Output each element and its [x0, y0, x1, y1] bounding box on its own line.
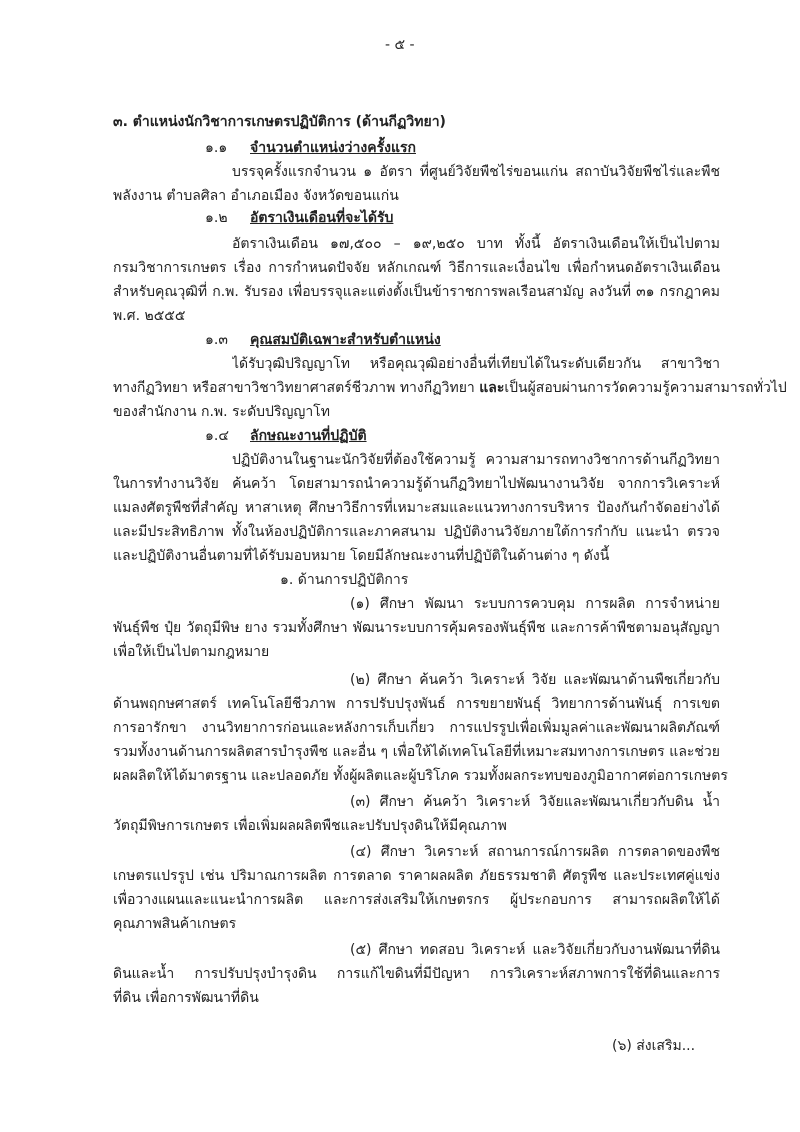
item-1-line: (๑) ศึกษา พัฒนา ระบบการควบคุม การผลิต การจำหน่าย: [350, 596, 720, 612]
item-5-line: ดินและน้ำ การปรับปรุงบำรุงดิน การแก้ไขดินที่มีปัญหา การวิเคราะห์สภาพการใช้ที่ดินและการ: [113, 966, 720, 982]
s13-number: ๑.๓: [205, 332, 228, 348]
item-4-line: เกษตรแปรรูป เช่น ปริมาณการผลิต การตลาด ราคาผลผลิต ภัยธรรมชาติ ศัตรูพืช และประเทศคู่แข่ง: [113, 868, 720, 884]
s11-line: พลังงาน ตำบลศิลา อำเภอเมือง จังหวัดขอนแก่น: [113, 188, 399, 204]
s13-text: เป็นผู้สอบผ่านการวัดความรู้ความสามารถทั่วไป: [504, 380, 787, 396]
section-title: ๓. ตำแหน่งนักวิชาการเกษตรปฏิบัติการ (ด้านกีฏวิทยา): [113, 114, 446, 130]
s13-title: คุณสมบัติเฉพาะสำหรับตำแหน่ง: [250, 332, 441, 348]
s11-title: จำนวนตำแหน่งว่างครั้งแรก: [250, 140, 416, 156]
s14-line: ปฏิบัติงานในฐานะนักวิจัยที่ต้องใช้ความรู้ ความสามารถทางวิชาการด้านกีฏวิทยา: [232, 452, 720, 468]
s14-line: และปฏิบัติงานอื่นตามที่ได้รับมอบหมาย โดยมีลักษณะงานที่ปฏิบัติในด้านต่าง ๆ ดังนี้: [113, 548, 610, 564]
item-4-line: (๔) ศึกษา วิเคราะห์ สถานการณ์การผลิต การตลาดของพืช: [350, 844, 720, 860]
s12-title: อัตราเงินเดือนที่จะได้รับ: [250, 210, 394, 226]
s13-text: ทางกีฏวิทยา หรือสาขาวิชาวิทยาศาสตร์ชีวภาพ ทางกีฏวิทยา: [113, 380, 480, 396]
item-4-line: คุณภาพสินค้าเกษตร: [113, 916, 237, 932]
s12-line: พ.ศ. ๒๕๕๕: [113, 308, 186, 324]
s14-title: ลักษณะงานที่ปฏิบัติ: [250, 428, 367, 444]
s11-line: บรรจุครั้งแรกจำนวน ๑ อัตรา ที่ศูนย์วิจัยพืชไร่ขอนแก่น สถาบันวิจัยพืชไร่และพืช: [232, 164, 720, 180]
s11-number: ๑.๑: [205, 140, 228, 156]
s13-line: ได้รับวุฒิปริญญาโท หรือคุณวุฒิอย่างอื่นที่เทียบได้ในระดับเดียวกัน สาขาวิชา: [232, 356, 720, 372]
item-5-line: (๕) ศึกษา ทดสอบ วิเคราะห์ และวิจัยเกี่ยวกับงานพัฒนาที่ดิน: [350, 942, 720, 958]
s14-line: ในการทำงานวิจัย ค้นคว้า โดยสามารถนำความรู้ด้านกีฏวิทยาไปพัฒนางานวิจัย จากการวิเคราะห์: [113, 476, 720, 492]
s13-bold-and: และ: [479, 380, 505, 396]
item-1-line: เพื่อให้เป็นไปตามกฎหมาย: [113, 644, 270, 660]
item-2-line: (๒) ศึกษา ค้นคว้า วิเคราะห์ วิจัย และพัฒนาด้านพืชเกี่ยวกับ: [350, 672, 720, 688]
item-2-line: การอารักขา งานวิทยาการก่อนและหลังการเก็บเกี่ยว การแปรรูปเพื่อเพิ่มมูลค่าและพัฒนาผลิตภัณฑ์: [113, 720, 720, 736]
s12-line: กรมวิชาการเกษตร เรื่อง การกำหนดปัจจัย หลักเกณฑ์ วิธีการและเงื่อนไข เพื่อกำหนดอัตราเงินเดือน: [113, 260, 720, 276]
item-5-line: ที่ดิน เพื่อการพัฒนาที่ดิน: [113, 990, 259, 1006]
item-4-line: เพื่อวางแผนและแนะนำการผลิต และการส่งเสริมให้เกษตรกร ผู้ประกอบการ สามารถผลิตให้ได้: [113, 892, 720, 908]
s13-line: [113, 377, 787, 399]
page-number: - ๕ -: [385, 37, 415, 53]
item-3-line: วัตถุมีพิษการเกษตร เพื่อเพิ่มผลผลิตพืชและปรับปรุงดินให้มีคุณภาพ: [113, 818, 507, 834]
s12-line: สำหรับคุณวุฒิที่ ก.พ. รับรอง เพื่อบรรจุและแต่งตั้งเป็นข้าราชการพลเรือนสามัญ ลงวันที่ ๓๑ กรกฎาคม: [113, 284, 720, 300]
s12-number: ๑.๒: [205, 210, 228, 226]
item-2-line: ผลผลิตให้ได้มาตรฐาน และปลอดภัย ทั้งผู้ผลิตและผู้บริโภค รวมทั้งผลกระทบของภูมิอากาศต่อการเกษตร: [113, 768, 728, 784]
continuation-text: (๖) ส่งเสริม...: [612, 1038, 696, 1054]
item-1-line: พันธุ์พืช ปุ๋ย วัตถุมีพิษ ยาง รวมทั้งศึกษา พัฒนาระบบการคุ้มครองพันธุ์พืช และการค้าพืชตามอนุสัญญา: [113, 620, 720, 636]
sub-heading: ๑. ด้านการปฏิบัติการ: [280, 572, 409, 588]
item-2-line: รวมทั้งงานด้านการผลิตสารบำรุงพืช และอื่น ๆ เพื่อให้ได้เทคโนโลยีที่เหมาะสมทางการเกษตร และช่วย: [113, 744, 720, 760]
s14-line: แมลงศัตรูพืชที่สำคัญ หาสาเหตุ ศึกษาวิธีการที่เหมาะสมและแนวทางการบริหาร ป้องกันกำจัดอย่างได้: [113, 500, 720, 516]
s12-line: อัตราเงินเดือน ๑๗,๕๐๐ – ๑๙,๒๕๐ บาท ทั้งนี้ อัตราเงินเดือนให้เป็นไปตาม: [232, 236, 720, 252]
s13-line: ของสำนักงาน ก.พ. ระดับปริญญาโท: [113, 404, 330, 420]
item-2-line: ด้านพฤกษศาสตร์ เทคโนโลยีชีวภาพ การปรับปรุงพันธ์ การขยายพันธุ์ วิทยาการด้านพันธุ์ การเขต: [113, 696, 720, 712]
s14-line: และมีประสิทธิภาพ ทั้งในห้องปฏิบัติการและภาคสนาม ปฏิบัติงานวิจัยภายใต้การกำกับ แนะนำ ตรวจ: [113, 524, 720, 540]
item-3-line: (๓) ศึกษา ค้นคว้า วิเคราะห์ วิจัยและพัฒนาเกี่ยวกับดิน น้ำ: [350, 794, 720, 810]
s14-number: ๑.๔: [205, 428, 229, 444]
